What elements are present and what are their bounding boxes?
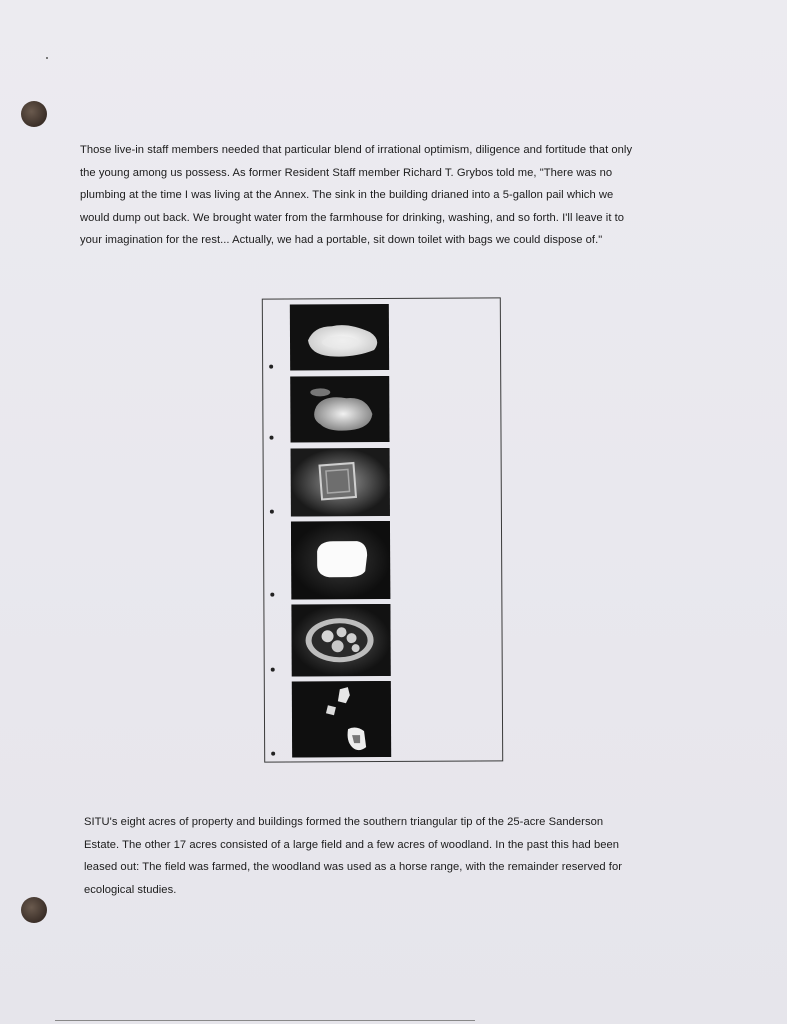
film-strip-photo (262, 297, 503, 762)
film-frame (290, 304, 389, 371)
frame-image (291, 521, 390, 600)
paragraph-line: would dump out back. We brought water from the farmhouse for drinking, washing, and so forth. I'll leave it to (80, 211, 625, 224)
film-bullet (270, 593, 274, 597)
frame-image (290, 304, 389, 371)
paragraph-line: Those live-in staff members needed that particular blend of irrational optimism, diligence and fortitude that only (80, 144, 633, 156)
frame-image (290, 376, 389, 443)
film-bullet (271, 752, 275, 756)
frame-image (291, 604, 390, 677)
film-frame (291, 448, 390, 517)
film-bullet (269, 365, 273, 369)
paragraph-line: your imagination for the rest... Actually, we had a portable, sit down toilet with bags we could dispose of." (80, 234, 603, 246)
page-bottom-rule (55, 1020, 475, 1021)
frame-image (292, 681, 391, 758)
binder-hole-top (21, 101, 47, 127)
film-frame (290, 376, 389, 443)
paragraph-intro (80, 139, 632, 252)
paragraph-property (84, 811, 622, 901)
film-frame (291, 521, 390, 600)
binder-hole-bottom (21, 897, 47, 923)
paragraph-line: ecological studies. (84, 883, 177, 896)
paragraph-line: Estate. The other 17 acres consisted of a large field and a few acres of woodland. In the past this had been (84, 838, 620, 851)
film-bullet (270, 510, 274, 514)
paper-speck (46, 57, 48, 59)
paragraph-line: SITU's eight acres of property and buildings formed the southern triangular tip of the 25-acre Sanderson (84, 816, 604, 828)
paragraph-line: plumbing at the time I was living at the Annex. The sink in the building drianed into a 5-gallon pail which we (80, 189, 614, 201)
film-frame (291, 604, 390, 677)
film-bullet (271, 668, 275, 672)
film-bullet (270, 436, 274, 440)
paragraph-line: leased out: The field was farmed, the woodland was used as a horse range, with the remainder reserved for (84, 861, 622, 873)
paragraph-line: the young among us possess. As former Resident Staff member Richard T. Grybos told me, "There was no (80, 166, 613, 179)
film-frame (292, 681, 391, 758)
frame-image (291, 448, 390, 517)
